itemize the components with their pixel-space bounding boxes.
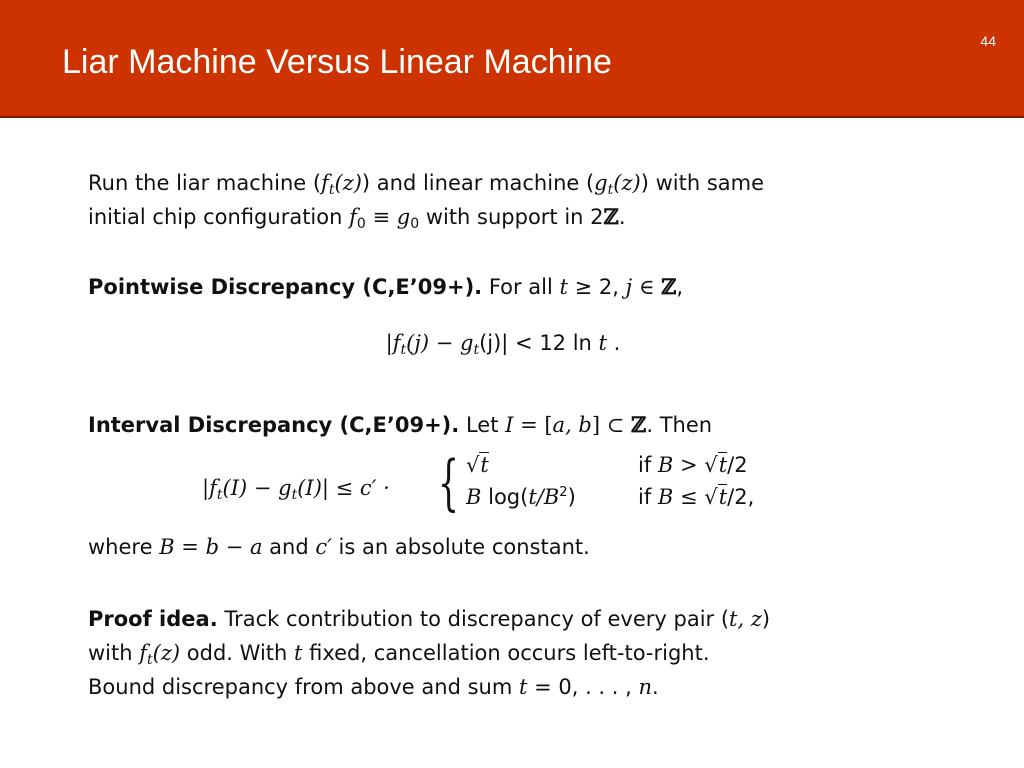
pointwise-t: t bbox=[559, 275, 568, 299]
proof-sub-t: t bbox=[147, 652, 153, 668]
pw-formula-rhs: (j)| < 12 ln bbox=[479, 331, 599, 355]
iv-lhs-2: (I) − g bbox=[222, 476, 292, 500]
pointwise-paragraph bbox=[88, 270, 918, 304]
intro-paragraph bbox=[88, 166, 918, 234]
proof-text-3: with bbox=[88, 641, 140, 665]
interval-ab: a, b bbox=[552, 413, 592, 437]
proof-heading: Proof idea. bbox=[88, 607, 218, 631]
pointwise-comma: , bbox=[676, 275, 684, 299]
proof-text-2: ) bbox=[761, 607, 771, 631]
where-text-3: is an absolute constant. bbox=[331, 535, 590, 559]
proof-z: (z) bbox=[152, 641, 181, 665]
intro-z: (z) bbox=[334, 171, 362, 195]
pw-sub-t2: t bbox=[473, 342, 480, 358]
case-2-value bbox=[466, 480, 576, 514]
case2-if: if bbox=[638, 485, 658, 509]
proof-tz: t, z bbox=[729, 607, 762, 631]
case-1-condition: if B > √t/2 bbox=[638, 453, 748, 477]
case2-sq: 2 bbox=[559, 485, 568, 500]
case2-div: /B bbox=[536, 485, 560, 509]
case2-log: log( bbox=[481, 485, 529, 509]
case1-t: t bbox=[480, 453, 489, 477]
interval-text-1: Let bbox=[459, 413, 506, 437]
intro-sub-t: t bbox=[328, 182, 335, 198]
where-text-2: and bbox=[262, 535, 316, 559]
case1-cond-t: t bbox=[718, 453, 728, 477]
proof-teq: t bbox=[518, 675, 528, 699]
interval-formula-lhs bbox=[202, 471, 390, 505]
interval-paragraph bbox=[88, 408, 918, 442]
intro-g: g bbox=[594, 171, 608, 195]
proof-n: n bbox=[638, 675, 653, 699]
proof-text-7: = 0, . . . , bbox=[527, 675, 639, 699]
iv-sub-t1: t bbox=[216, 487, 223, 503]
case1-cond: B > bbox=[657, 453, 705, 477]
where-B: B bbox=[159, 535, 175, 559]
intro-f0: f bbox=[349, 205, 357, 229]
intro-text-2: ) and linear machine ( bbox=[361, 171, 595, 195]
intro-text-3: ) with same bbox=[640, 171, 765, 195]
pw-formula-mid: (j) − g bbox=[406, 331, 474, 355]
intro-g0: g bbox=[396, 205, 411, 229]
slide-title: Liar Machine Versus Linear Machine bbox=[62, 43, 612, 81]
intro-f: f bbox=[321, 171, 329, 195]
proof-text-4: odd. With bbox=[180, 641, 294, 665]
intro-sub-0: 0 bbox=[356, 216, 366, 232]
iv-lhs-3: (I)| ≤ c′ · bbox=[297, 476, 390, 500]
intro-Z: ℤ bbox=[603, 204, 619, 229]
where-c: c′ bbox=[315, 535, 332, 559]
pw-formula-t: t bbox=[598, 331, 607, 355]
pw-formula-end: . bbox=[607, 331, 621, 355]
proof-text-5: fixed, cancellation occurs left-to-right. bbox=[302, 641, 710, 665]
intro-sub-t2: t bbox=[607, 182, 614, 198]
intro-z2: (z) bbox=[613, 171, 641, 195]
where-line bbox=[88, 530, 918, 564]
slide-header bbox=[0, 0, 1024, 118]
pointwise-j: j bbox=[625, 275, 633, 299]
pointwise-text-1: For all bbox=[482, 275, 560, 299]
case2-cond: B ≤ bbox=[657, 485, 705, 509]
case1-if: if bbox=[638, 453, 658, 477]
where-text-1: where bbox=[88, 535, 160, 559]
interval-I: I bbox=[505, 413, 514, 437]
interval-formula bbox=[88, 448, 918, 526]
intro-text-6: . bbox=[618, 205, 626, 229]
interval-eq: = [ bbox=[513, 413, 553, 437]
intro-equiv: ≡ bbox=[365, 205, 397, 229]
pointwise-in: ∈ bbox=[632, 275, 662, 299]
case1-cond-end: /2 bbox=[727, 453, 748, 477]
proof-paragraph bbox=[88, 602, 918, 704]
interval-Z: ℤ bbox=[631, 412, 647, 437]
page-number: 44 bbox=[980, 33, 996, 49]
iv-lhs-1: |f bbox=[202, 476, 217, 500]
slide-body bbox=[88, 166, 918, 704]
case2-t: t bbox=[528, 485, 537, 509]
pointwise-Z: ℤ bbox=[661, 274, 677, 299]
interval-heading: Interval Discrepancy (C,E’09+). bbox=[88, 413, 460, 437]
interval-text-3: . Then bbox=[646, 413, 713, 437]
left-brace: { bbox=[438, 448, 460, 518]
proof-text-8: . bbox=[652, 675, 659, 699]
intro-text-5: with support in 2 bbox=[419, 205, 604, 229]
case-2-condition: if B ≤ √t/2, bbox=[638, 485, 755, 509]
proof-text-1: Track contribution to discrepancy of every pair ( bbox=[217, 607, 730, 631]
case2-B: B bbox=[466, 485, 482, 509]
case2-cond-t: t bbox=[718, 485, 728, 509]
iv-sub-t2: t bbox=[291, 487, 298, 503]
pointwise-ge: ≥ 2, bbox=[567, 275, 626, 299]
pointwise-heading: Pointwise Discrepancy (C,E’09+). bbox=[88, 275, 483, 299]
interval-subset: ] ⊂ bbox=[591, 413, 632, 437]
pw-formula-lhs: |f bbox=[385, 331, 401, 355]
proof-text-6: Bound discrepancy from above and sum bbox=[88, 675, 519, 699]
proof-f: f bbox=[139, 641, 148, 665]
proof-t: t bbox=[294, 641, 303, 665]
intro-text-4: initial chip configuration bbox=[88, 205, 350, 229]
pw-sub-t1: t bbox=[400, 342, 407, 358]
where-eq: = b − a bbox=[174, 535, 263, 559]
pointwise-formula bbox=[88, 326, 918, 360]
intro-sub-0b: 0 bbox=[410, 216, 420, 232]
case-1-value: √t bbox=[466, 453, 489, 477]
case2-cond-end: /2, bbox=[727, 485, 755, 509]
intro-text-1: Run the liar machine ( bbox=[88, 171, 322, 195]
case2-close: ) bbox=[567, 485, 576, 509]
